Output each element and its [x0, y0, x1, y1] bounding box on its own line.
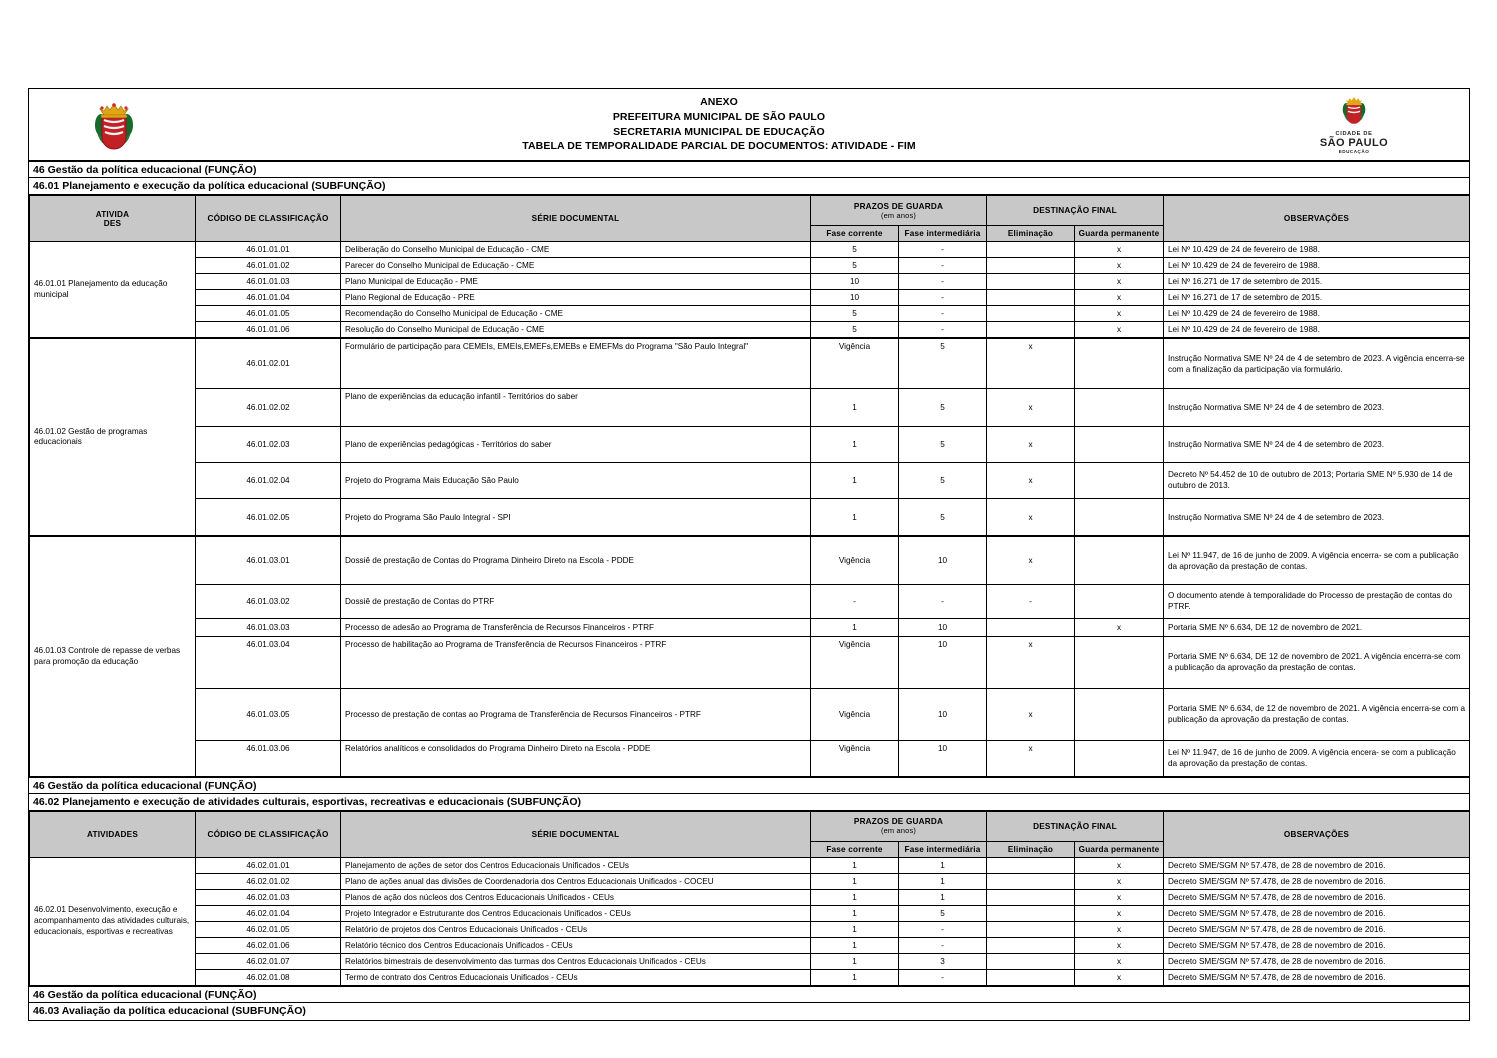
eliminacao-cell	[987, 970, 1075, 986]
observacoes-cell: Instrução Normativa SME Nº 24 de 4 de setembro de 2023. A vigência encerra-se com a finalização da participação via formulário.	[1164, 338, 1470, 388]
fase-corrente-cell: 1	[811, 890, 899, 906]
header-title-block	[199, 95, 1239, 155]
codigo-cell: 46.01.02.03	[196, 426, 341, 462]
fase-intermediaria-cell: 5	[899, 426, 987, 462]
col-destinacao-final: DESTINAÇÃO FINAL	[987, 196, 1164, 226]
table-row	[30, 938, 1470, 954]
codigo-cell: 46.01.02.05	[196, 498, 341, 536]
fase-intermediaria-cell: -	[899, 242, 987, 258]
codigo-cell: 46.02.01.08	[196, 970, 341, 986]
serie-cell: Plano de experiências pedagógicas - Territórios do saber	[341, 426, 811, 462]
atividade-cell-460101: 46.01.01 Planejamento da educação municipal	[30, 242, 196, 339]
col-observacoes: OBSERVAÇÕES	[1164, 196, 1470, 242]
codigo-cell: 46.01.02.04	[196, 462, 341, 498]
serie-cell: Deliberação do Conselho Municipal de Educação - CME	[341, 242, 811, 258]
fase-intermediaria-cell: -	[899, 584, 987, 618]
header-line-secretaria: SECRETARIA MUNICIPAL DE EDUCAÇÃO	[613, 125, 825, 138]
col-prazos-guarda	[811, 196, 987, 226]
fase-corrente-cell: 10	[811, 274, 899, 290]
fase-intermediaria-cell: 5	[899, 338, 987, 388]
fase-intermediaria-cell: 10	[899, 688, 987, 740]
table-row	[30, 857, 1470, 873]
codigo-cell: 46.01.03.06	[196, 740, 341, 776]
table-row	[30, 922, 1470, 938]
guarda-permanente-cell	[1075, 462, 1164, 498]
codigo-cell: 46.01.03.02	[196, 584, 341, 618]
guarda-permanente-cell: x	[1075, 258, 1164, 274]
fase-intermediaria-cell: 5	[899, 388, 987, 426]
col-atividades-line2: DES	[103, 218, 122, 228]
eliminacao-cell: x	[987, 462, 1075, 498]
serie-cell: Relatórios analíticos e consolidados do Programa Dinheiro Direto na Escola - PDDE	[341, 740, 811, 776]
guarda-permanente-cell: x	[1075, 954, 1164, 970]
eliminacao-cell: x	[987, 688, 1075, 740]
fase-intermediaria-cell: -	[899, 306, 987, 322]
serie-cell: Dossiê de prestação de Contas do PTRF	[341, 584, 811, 618]
observacoes-cell: Decreto SME/SGM Nº 57.478, de 28 de novembro de 2016.	[1164, 954, 1470, 970]
coat-of-arms-small-icon	[1342, 94, 1366, 125]
table-row	[30, 890, 1470, 906]
col-eliminacao: Eliminação	[987, 226, 1075, 242]
subfuncao-bar-4603: 46.03 Avaliação da política educacional (SUBFUNÇÃO)	[29, 1003, 1469, 1020]
codigo-cell: 46.01.01.01	[196, 242, 341, 258]
fase-corrente-cell: 5	[811, 258, 899, 274]
guarda-permanente-cell: x	[1075, 857, 1164, 873]
table-row	[30, 906, 1470, 922]
serie-cell: Relatórios bimestrais de desenvolvimento das turmas dos Centros Educacionais Unificados - CEUs	[341, 954, 811, 970]
table-row	[30, 462, 1470, 498]
serie-cell: Processo de adesão ao Programa de Transferência de Recursos Financeiros - PTRF	[341, 618, 811, 636]
fase-corrente-cell: 5	[811, 306, 899, 322]
observacoes-cell: Lei Nº 11.947, de 16 de junho de 2009. A vigência encera- se com a publicação da aprovação da prestação de contas.	[1164, 740, 1470, 776]
guarda-permanente-cell: x	[1075, 618, 1164, 636]
col-codigo: CÓDIGO DE CLASSIFICAÇÃO	[196, 196, 341, 242]
fase-corrente-cell: 1	[811, 954, 899, 970]
fase-corrente-cell: 1	[811, 857, 899, 873]
table-row	[30, 584, 1470, 618]
table-row	[30, 636, 1470, 688]
eliminacao-cell: -	[987, 584, 1075, 618]
fase-intermediaria-cell: -	[899, 970, 987, 986]
eliminacao-cell	[987, 938, 1075, 954]
fase-corrente-cell: Vigência	[811, 636, 899, 688]
guarda-permanente-cell	[1075, 536, 1164, 584]
serie-cell: Plano de ações anual das divisões de Coordenadoria dos Centros Educacionais Unificados - COCEU	[341, 873, 811, 889]
table-row	[30, 688, 1470, 740]
atividade-cell-460201: 46.02.01 Desenvolvimento, execução e acompanhamento das atividades culturais, educacionais, esportivas e recreativas	[30, 857, 196, 986]
table-row	[30, 536, 1470, 584]
codigo-cell: 46.02.01.03	[196, 890, 341, 906]
fase-intermediaria-cell: -	[899, 290, 987, 306]
col-fase-intermediaria: Fase intermediária	[899, 226, 987, 242]
codigo-cell: 46.01.02.01	[196, 338, 341, 388]
table-row	[30, 258, 1470, 274]
codigo-cell: 46.01.01.06	[196, 322, 341, 339]
col-serie: SÉRIE DOCUMENTAL	[341, 196, 811, 242]
col-atividades-line1: ATIVIDA	[95, 209, 130, 219]
serie-cell: Projeto do Programa Mais Educação São Paulo	[341, 462, 811, 498]
eliminacao-cell	[987, 922, 1075, 938]
serie-cell: Plano de experiências da educação infantil - Territórios do saber	[341, 388, 811, 426]
funcao-bar-4602: 46 Gestão da política educacional (FUNÇÃO)	[29, 777, 1469, 794]
table-row	[30, 290, 1470, 306]
codigo-cell: 46.02.01.05	[196, 922, 341, 938]
document-header	[29, 89, 1469, 161]
guarda-permanente-cell: x	[1075, 970, 1164, 986]
coat-of-arms-icon	[94, 99, 134, 151]
fase-intermediaria-cell: 3	[899, 954, 987, 970]
eliminacao-cell	[987, 873, 1075, 889]
guarda-permanente-cell: x	[1075, 890, 1164, 906]
fase-intermediaria-cell: 1	[899, 873, 987, 889]
codigo-cell: 46.01.03.04	[196, 636, 341, 688]
col-atividades	[30, 196, 196, 242]
codigo-cell: 46.01.01.02	[196, 258, 341, 274]
codigo-cell: 46.01.01.03	[196, 274, 341, 290]
col-fase-intermediaria: Fase intermediária	[899, 841, 987, 857]
codigo-cell: 46.01.03.05	[196, 688, 341, 740]
serie-cell: Termo de contrato dos Centros Educacionais Unificados - CEUs	[341, 970, 811, 986]
guarda-permanente-cell	[1075, 688, 1164, 740]
table-row	[30, 954, 1470, 970]
observacoes-cell: Lei Nº 10.429 de 24 de fevereiro de 1988.	[1164, 306, 1470, 322]
table-row	[30, 740, 1470, 776]
serie-cell: Relatório técnico dos Centros Educacionais Unificados - CEUs	[341, 938, 811, 954]
guarda-permanente-cell	[1075, 636, 1164, 688]
fase-intermediaria-cell: 5	[899, 462, 987, 498]
eliminacao-cell: x	[987, 498, 1075, 536]
observacoes-cell: Portaria SME Nº 6.634, DE 12 de novembro de 2021. A vigência encerra-se com a publicação da aprovação da prestação de contas.	[1164, 636, 1470, 688]
serie-cell: Formulário de participação para CEMEIs, EMEIs,EMEFs,EMEBs e EMEFMs do Programa "São Paulo Integral"	[341, 338, 811, 388]
observacoes-cell: Decreto SME/SGM Nº 57.478, de 28 de novembro de 2016.	[1164, 890, 1470, 906]
fase-intermediaria-cell: -	[899, 938, 987, 954]
col-codigo: CÓDIGO DE CLASSIFICAÇÃO	[196, 811, 341, 857]
col-fase-corrente: Fase corrente	[811, 226, 899, 242]
serie-cell: Resolução do Conselho Municipal de Educação - CME	[341, 322, 811, 339]
fase-corrente-cell: 1	[811, 388, 899, 426]
codigo-cell: 46.01.01.05	[196, 306, 341, 322]
table-row	[30, 338, 1470, 388]
table-4602	[29, 811, 1470, 987]
table-4601	[29, 195, 1470, 777]
fase-corrente-cell: 10	[811, 290, 899, 306]
cidade-de-sao-paulo-logo	[1239, 94, 1469, 154]
col-prazos-sub: (em anos)	[880, 210, 917, 220]
fase-corrente-cell: Vigência	[811, 740, 899, 776]
guarda-permanente-cell: x	[1075, 306, 1164, 322]
observacoes-cell: Lei Nº 10.429 de 24 de fevereiro de 1988.	[1164, 242, 1470, 258]
fase-intermediaria-cell: 10	[899, 740, 987, 776]
col-prazos-title: PRAZOS DE GUARDA	[853, 817, 944, 827]
guarda-permanente-cell: x	[1075, 922, 1164, 938]
guarda-permanente-cell: x	[1075, 274, 1164, 290]
eliminacao-cell: x	[987, 388, 1075, 426]
fase-corrente-cell: 1	[811, 922, 899, 938]
subfuncao-bar-4601: 46.01 Planejamento e execução da política educacional (SUBFUNÇÃO)	[29, 178, 1469, 195]
header-line-prefeitura: PREFEITURA MUNICIPAL DE SÃO PAULO	[612, 110, 826, 123]
fase-corrente-cell: 1	[811, 498, 899, 536]
observacoes-cell: Decreto SME/SGM Nº 57.478, de 28 de novembro de 2016.	[1164, 873, 1470, 889]
fase-corrente-cell: Vigência	[811, 536, 899, 584]
codigo-cell: 46.02.01.01	[196, 857, 341, 873]
table-row	[30, 274, 1470, 290]
subfuncao-bar-4602: 46.02 Planejamento e execução de atividades culturais, esportivas, recreativas e educacionais (SUBFUNÇÃO)	[29, 794, 1469, 811]
eliminacao-cell: x	[987, 536, 1075, 584]
serie-cell: Planos de ação dos núcleos dos Centros Educacionais Unificados - CEUs	[341, 890, 811, 906]
guarda-permanente-cell: x	[1075, 906, 1164, 922]
observacoes-cell: O documento atende à temporalidade do Processo de prestação de contas do PTRF.	[1164, 584, 1470, 618]
observacoes-cell: Lei Nº 16.271 de 17 de setembro de 2015.	[1164, 274, 1470, 290]
logo-line-cidade-de: CIDADE DE	[1335, 131, 1373, 138]
observacoes-cell: Decreto SME/SGM Nº 57.478, de 28 de novembro de 2016.	[1164, 970, 1470, 986]
observacoes-cell: Portaria SME Nº 6.634, DE 12 de novembro de 2021.	[1164, 618, 1470, 636]
col-atividades: ATIVIDADES	[30, 811, 196, 857]
table-sheet	[28, 88, 1470, 1021]
fase-intermediaria-cell: 10	[899, 618, 987, 636]
serie-cell: Plano Regional de Educação - PRE	[341, 290, 811, 306]
guarda-permanente-cell	[1075, 584, 1164, 618]
fase-corrente-cell: 1	[811, 970, 899, 986]
codigo-cell: 46.02.01.07	[196, 954, 341, 970]
guarda-permanente-cell: x	[1075, 873, 1164, 889]
table-row	[30, 322, 1470, 339]
guarda-permanente-cell	[1075, 740, 1164, 776]
col-prazos-guarda	[811, 811, 987, 841]
codigo-cell: 46.01.03.01	[196, 536, 341, 584]
col-prazos-title: PRAZOS DE GUARDA	[853, 201, 944, 211]
codigo-cell: 46.02.01.06	[196, 938, 341, 954]
col-prazos-sub: (em anos)	[880, 826, 917, 836]
fase-intermediaria-cell: 5	[899, 906, 987, 922]
serie-cell: Processo de prestação de contas ao Programa de Transferência de Recursos Financeiros - PTRF	[341, 688, 811, 740]
fase-intermediaria-cell: 1	[899, 857, 987, 873]
guarda-permanente-cell	[1075, 498, 1164, 536]
eliminacao-cell	[987, 242, 1075, 258]
observacoes-cell: Decreto SME/SGM Nº 57.478, de 28 de novembro de 2016.	[1164, 906, 1470, 922]
funcao-bar-4603: 46 Gestão da política educacional (FUNÇÃO)	[29, 986, 1469, 1003]
serie-cell: Parecer do Conselho Municipal de Educação - CME	[341, 258, 811, 274]
logo-line-educacao: EDUCAÇÃO	[1338, 148, 1370, 154]
fase-corrente-cell: 5	[811, 242, 899, 258]
fase-corrente-cell: Vigência	[811, 338, 899, 388]
table-row	[30, 618, 1470, 636]
observacoes-cell: Instrução Normativa SME Nº 24 de 4 de setembro de 2023.	[1164, 426, 1470, 462]
fase-corrente-cell: 5	[811, 322, 899, 339]
table-row	[30, 388, 1470, 426]
guarda-permanente-cell: x	[1075, 242, 1164, 258]
col-guarda-permanente: Guarda permanente	[1075, 841, 1164, 857]
observacoes-cell: Instrução Normativa SME Nº 24 de 4 de setembro de 2023.	[1164, 388, 1470, 426]
eliminacao-cell	[987, 322, 1075, 339]
serie-cell: Planejamento de ações de setor dos Centros Educacionais Unificados - CEUs	[341, 857, 811, 873]
serie-cell: Processo de habilitação ao Programa de Transferência de Recursos Financeiros - PTRF	[341, 636, 811, 688]
serie-cell: Projeto Integrador e Estruturante dos Centros Educacionais Unificados - CEUs	[341, 906, 811, 922]
serie-cell: Dossiê de prestação de Contas do Programa Dinheiro Direto na Escola - PDDE	[341, 536, 811, 584]
col-observacoes: OBSERVAÇÕES	[1164, 811, 1470, 857]
fase-corrente-cell: -	[811, 584, 899, 618]
funcao-bar-4601: 46 Gestão da política educacional (FUNÇÃO)	[29, 161, 1469, 178]
fase-intermediaria-cell: 10	[899, 536, 987, 584]
observacoes-cell: Instrução Normativa SME Nº 24 de 4 de setembro de 2023.	[1164, 498, 1470, 536]
codigo-cell: 46.02.01.02	[196, 873, 341, 889]
observacoes-cell: Lei Nº 10.429 de 24 de fevereiro de 1988.	[1164, 258, 1470, 274]
eliminacao-cell: x	[987, 338, 1075, 388]
codigo-cell: 46.01.03.03	[196, 618, 341, 636]
observacoes-cell: Lei Nº 11.947, de 16 de junho de 2009. A vigência encerra- se com a publicação da aprovação da prestação de contas.	[1164, 536, 1470, 584]
serie-cell: Relatório de projetos dos Centros Educacionais Unificados - CEUs	[341, 922, 811, 938]
table-row	[30, 242, 1470, 258]
eliminacao-cell	[987, 890, 1075, 906]
eliminacao-cell	[987, 954, 1075, 970]
observacoes-cell: Portaria SME Nº 6.634, de 12 de novembro de 2021. A vigência encerra-se com a publicação da aprovação da prestação de contas.	[1164, 688, 1470, 740]
header-line-tabela: TABELA DE TEMPORALIDADE PARCIAL DE DOCUMENTOS: ATIVIDADE - FIM	[522, 140, 916, 153]
eliminacao-cell: x	[987, 740, 1075, 776]
fase-corrente-cell: 1	[811, 938, 899, 954]
fase-corrente-cell: Vigência	[811, 688, 899, 740]
fase-intermediaria-cell: -	[899, 274, 987, 290]
codigo-cell: 46.01.01.04	[196, 290, 341, 306]
codigo-cell: 46.01.02.02	[196, 388, 341, 426]
header-line-anexo: ANEXO	[700, 95, 738, 108]
fase-intermediaria-cell: -	[899, 258, 987, 274]
observacoes-cell: Lei Nº 10.429 de 24 de fevereiro de 1988.	[1164, 322, 1470, 339]
observacoes-cell: Decreto SME/SGM Nº 57.478, de 28 de novembro de 2016.	[1164, 857, 1470, 873]
table-row	[30, 498, 1470, 536]
guarda-permanente-cell	[1075, 338, 1164, 388]
fase-corrente-cell: 1	[811, 426, 899, 462]
eliminacao-cell: x	[987, 636, 1075, 688]
eliminacao-cell	[987, 290, 1075, 306]
codigo-cell: 46.02.01.04	[196, 906, 341, 922]
fase-intermediaria-cell: -	[899, 922, 987, 938]
fase-intermediaria-cell: 10	[899, 636, 987, 688]
guarda-permanente-cell: x	[1075, 290, 1164, 306]
guarda-permanente-cell	[1075, 426, 1164, 462]
fase-intermediaria-cell: 5	[899, 498, 987, 536]
serie-cell: Projeto do Programa São Paulo Integral - SPI	[341, 498, 811, 536]
observacoes-cell: Decreto SME/SGM Nº 57.478, de 28 de novembro de 2016.	[1164, 938, 1470, 954]
atividade-cell-460103: 46.01.03 Controle de repasse de verbas para promoção da educação	[30, 536, 196, 776]
eliminacao-cell	[987, 258, 1075, 274]
guarda-permanente-cell: x	[1075, 938, 1164, 954]
fase-corrente-cell: 1	[811, 873, 899, 889]
col-destinacao-final: DESTINAÇÃO FINAL	[987, 811, 1164, 841]
fase-corrente-cell: 1	[811, 462, 899, 498]
logo-line-sao-paulo: SÃO PAULO	[1319, 137, 1389, 150]
eliminacao-cell	[987, 857, 1075, 873]
table-row	[30, 426, 1470, 462]
col-eliminacao: Eliminação	[987, 841, 1075, 857]
eliminacao-cell	[987, 274, 1075, 290]
observacoes-cell: Lei Nº 16.271 de 17 de setembro de 2015.	[1164, 290, 1470, 306]
serie-cell: Recomendação do Conselho Municipal de Educação - CME	[341, 306, 811, 322]
sao-paulo-coat-of-arms	[29, 99, 199, 151]
fase-intermediaria-cell: 1	[899, 890, 987, 906]
eliminacao-cell	[987, 306, 1075, 322]
eliminacao-cell	[987, 906, 1075, 922]
eliminacao-cell	[987, 618, 1075, 636]
observacoes-cell: Decreto SME/SGM Nº 57.478, de 28 de novembro de 2016.	[1164, 922, 1470, 938]
guarda-permanente-cell	[1075, 388, 1164, 426]
table-row	[30, 873, 1470, 889]
serie-cell: Plano Municipal de Educação - PME	[341, 274, 811, 290]
fase-intermediaria-cell: -	[899, 322, 987, 339]
col-fase-corrente: Fase corrente	[811, 841, 899, 857]
table-row	[30, 306, 1470, 322]
fase-corrente-cell: 1	[811, 618, 899, 636]
col-serie: SÉRIE DOCUMENTAL	[341, 811, 811, 857]
col-guarda-permanente: Guarda permanente	[1075, 226, 1164, 242]
observacoes-cell: Decreto Nº 54.452 de 10 de outubro de 2013; Portaria SME Nº 5.930 de 14 de outubro de 2013.	[1164, 462, 1470, 498]
guarda-permanente-cell: x	[1075, 322, 1164, 339]
table-row	[30, 970, 1470, 986]
fase-corrente-cell: 1	[811, 906, 899, 922]
atividade-cell-460102: 46.01.02 Gestão de programas educacionais	[30, 338, 196, 536]
eliminacao-cell: x	[987, 426, 1075, 462]
